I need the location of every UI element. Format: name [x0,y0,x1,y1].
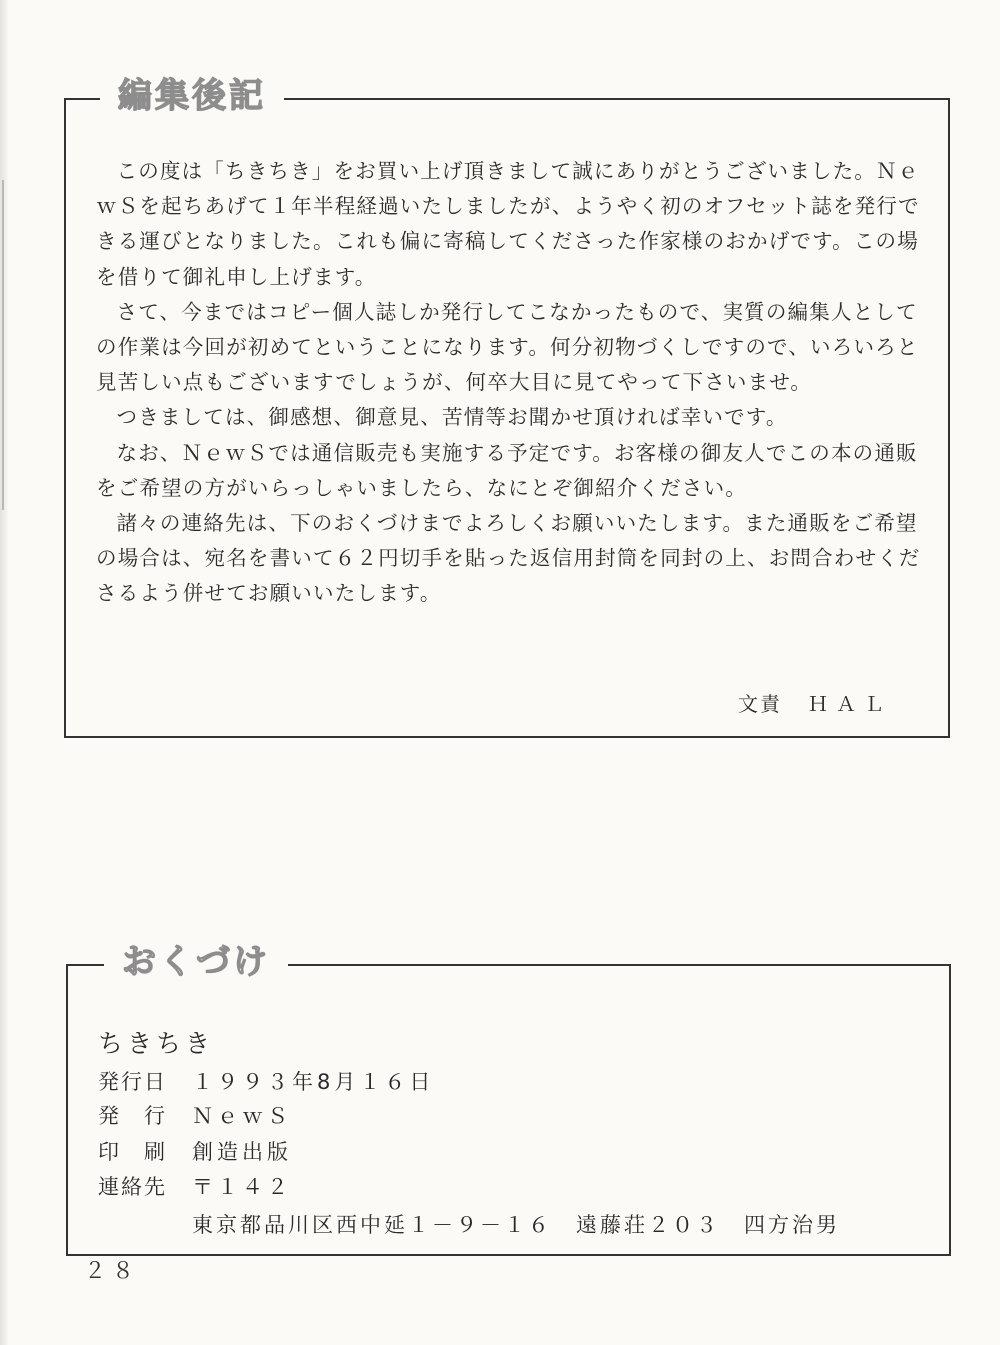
afterword-title: 編集後記 [100,76,284,116]
issue-date-label: 発行日 [98,1070,167,1094]
contact-label: 連絡先 [98,1175,167,1199]
afterword-paragraph: つきましては、御感想、御意見、苦情等お聞かせ頂ければ幸いです。 [116,405,788,430]
publisher: ＮｅｗＳ [192,1104,292,1128]
postal-code: 〒１４２ [192,1175,292,1199]
afterword-box [64,76,950,738]
colophon-title: おくづけ [104,942,288,982]
issue-date-row [98,1066,434,1096]
afterword-paragraph: 諸々の連絡先は、下のおくづけまでよろしくお願いいたします。また通販をご希望の場合は、宛名を書いて６２円切手を貼った返信用封筒を同封の上、お問合わせくださるよう併せてお願いいたします。 [96,511,921,606]
afterword-body [96,154,936,612]
printer-label: 印 刷 [98,1140,167,1164]
printer: 創造出版 [192,1140,292,1164]
publisher-row [98,1100,292,1130]
afterword-paragraph: さて、今まではコピー個人誌しか発行してこなかったもので、実質の編集人としての作業は今回が初めてということになります。何分初物づくしですので、いろいろと見苦しい点もございますでしょうが、何卒大目に見てやって下さいませ。 [96,299,919,395]
signature-label: 文責 [738,692,782,716]
colophon-box [66,942,951,1256]
book-title: ちきちき [98,1029,215,1058]
scan-edge-mark [2,180,4,510]
page-number: ２８ [84,1259,141,1284]
publisher-label: 発 行 [98,1104,167,1128]
afterword-paragraph: なお、ＮｅｗＳでは通信販売も実施する予定です。お客様の御友人でこの本の通販をご希望の方がいらっしゃいましたら、なにとぞ御紹介ください。 [96,440,918,500]
issue-date: １９９３年8月１６日 [192,1070,435,1094]
signature-name: ＨＡＬ [808,692,892,716]
afterword-paragraph: この度は「ちきちき」をお買い上げ頂きまして誠にありがとうございました。ＮｅｗＳを起ちあげて１年半程経過いたしましたが、ようやく初のオフセット誌を発行できる運びとなりました。これも偏に寄稿してくださった作家様のおかげです。この場を借りて御礼申し上げます。 [96,159,920,289]
signature [738,688,892,717]
printer-row [98,1136,292,1166]
address: 東京都品川区西中延１－９－１６ 遠藤荘２０３ 四方治男 [192,1213,840,1237]
contact-row [98,1171,292,1201]
